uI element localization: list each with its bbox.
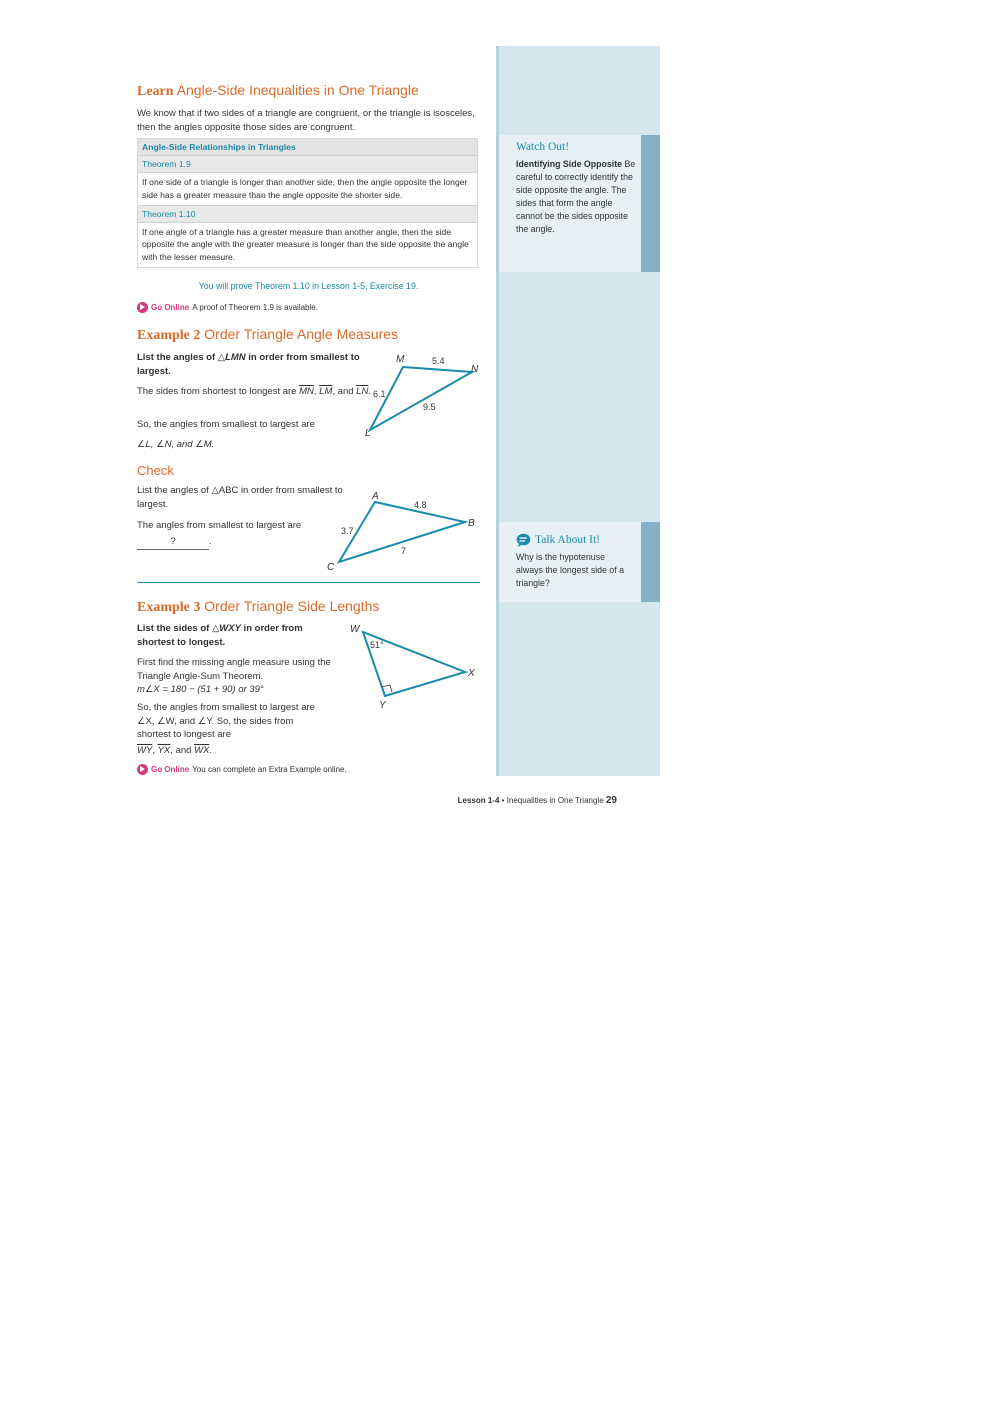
example2-prompt-b: in order from smallest to largest. (137, 352, 360, 377)
example2-sides-intro: The sides from shortest to longest are (137, 386, 300, 397)
footer-topic: Inequalities in One Triangle (506, 796, 604, 805)
example3-prompt-b: in order from shortest to longest. (137, 623, 303, 648)
footer-bullet: • (501, 796, 505, 805)
vertex-b: B (468, 518, 475, 529)
triangle-abc-figure (325, 488, 485, 576)
check-prompt: List the angles of △ABC in order from smallest to largest. (137, 485, 343, 510)
prove-note: You will prove Theorem 1.10 in Lesson 1-5, Exercise 19. (198, 281, 419, 291)
theorem-table-header: Angle-Side Relationships in Triangles (138, 139, 477, 155)
side-ab-length: 4.8 (414, 500, 427, 510)
side-ln-length: 9.5 (423, 402, 436, 412)
talk-icon (516, 533, 531, 552)
example3-step2: So, the angles from smallest to largest are ∠X, ∠W, and ∠Y. So, the sides from shortest to longest are (137, 702, 315, 740)
vertex-w: W (350, 624, 360, 635)
example2-prompt-a: List the angles of (137, 352, 218, 363)
example2-prompt (137, 351, 377, 378)
triangle-lmn-figure (360, 350, 485, 440)
learn-intro: We know that if two sides of a triangle are congruent, or the triangle is isosceles, then the angles opposite those sides are congruent. (137, 108, 475, 133)
check-answer-line[interactable]: ? . (137, 535, 212, 550)
page-footer (441, 795, 617, 806)
example3-title: Order Triangle Side Lengths (204, 598, 380, 614)
example3-prompt (137, 622, 337, 649)
angle-w-measure: 51° (370, 640, 384, 650)
learn-keyword: Learn (137, 84, 174, 99)
theorem-1-10-text: If one angle of a triangle has a greater measure than another angle, then the side opposite the angle with the greater measure is longer than the side opposite the angle with the lesser measure. (138, 222, 477, 267)
footer-lesson: Lesson 1-4 (457, 796, 500, 805)
example2-keyword: Example 2 (137, 328, 201, 343)
example2-angles-answer: ∠L, ∠N, and ∠M. (137, 439, 215, 450)
example3-prompt-tri: △WXY (211, 623, 241, 634)
segment-ln: $\overline{LN}$ (356, 386, 369, 397)
vertex-y: Y (379, 700, 386, 711)
talk-about-stripe (641, 522, 660, 602)
watch-out-body: Be careful to correctly identify the side opposite the angle. The sides that form the angle cannot be the sides opposite the angle. (516, 159, 636, 234)
watch-out-text (516, 158, 636, 236)
watch-out-stripe (641, 135, 660, 272)
go-online-icon-2 (137, 764, 148, 775)
learn-title: Angle-Side Inequalities in One Triangle (176, 82, 419, 98)
segment-wy: $\overline{WY}$ (137, 745, 153, 756)
example2-heading (137, 326, 398, 344)
vertex-a: A (372, 491, 379, 502)
talk-about-title: Talk About It! (535, 534, 600, 546)
go-online-link-1[interactable] (137, 302, 318, 313)
talk-about-text: Why is the hypotenuse always the longest side of a triangle? (516, 552, 625, 588)
check-heading: Check (137, 463, 174, 478)
watch-out-bold: Identifying Side Opposite (516, 159, 623, 169)
theorem-table (137, 138, 478, 268)
theorem-1-9-label: Theorem 1.9 (138, 155, 477, 172)
check-answer-prefix: The angles from smallest to largest are (137, 520, 302, 531)
side-mn-length: 5.4 (432, 356, 445, 366)
example3-heading (137, 598, 379, 616)
side-ac-length: 3.7 (341, 526, 354, 536)
example2-angles-intro: So, the angles from smallest to largest are (137, 419, 315, 430)
example3-keyword: Example 3 (137, 600, 201, 615)
segment-lm: $\overline{LM}$ (319, 386, 333, 397)
go-online-text: A proof of Theorem 1.9 is available. (192, 303, 318, 312)
example3-equation: m∠X = 180 − (51 + 90) or 39° (137, 684, 264, 695)
vertex-l: L (365, 428, 371, 439)
learn-heading (137, 82, 419, 100)
theorem-1-10-label: Theorem 1.10 (138, 205, 477, 222)
example3-and: and (175, 745, 192, 756)
theorem-1-9-text: If one side of a triangle is longer than another side, then the angle opposite the longer side has a greater measure than the angle opposite the shorter side. (138, 172, 477, 205)
vertex-x: X (468, 668, 475, 679)
segment-yx: $\overline{YX}$ (157, 745, 171, 756)
go-online-label: Go Online (151, 303, 190, 312)
example3-sides-answer: $\overline{WY}$, $\overline{YX}$, and $\overline{WX}$. (137, 745, 213, 756)
go-online-label-2: Go Online (151, 765, 190, 774)
example2-sides: The sides from shortest to longest are $\overline{MN}$, $\overline{LM}$, and $\overline{LN}$. (137, 386, 371, 397)
example2-title: Order Triangle Angle Measures (204, 326, 399, 342)
page-number: 29 (605, 795, 617, 806)
example2-and: and (337, 386, 354, 397)
check-answer-blank[interactable]: ? (137, 535, 209, 550)
example2-prompt-tri: △LMN (217, 352, 246, 363)
go-online-text-2: You can complete an Extra Example online. (192, 765, 347, 774)
go-online-link-2[interactable] (137, 764, 347, 775)
triangle-wxy-figure (345, 620, 485, 712)
example3-step1: First find the missing angle measure using the Triangle Angle-Sum Theorem. (137, 657, 331, 682)
side-lm-length: 6.1 (373, 389, 386, 399)
section-divider (137, 582, 480, 583)
segment-mn: $\overline{MN}$ (299, 386, 314, 397)
vertex-c: C (327, 562, 335, 573)
vertex-m: M (396, 354, 405, 365)
side-bc-length: 7 (401, 546, 407, 556)
segment-wx: $\overline{WX}$ (194, 745, 210, 756)
vertex-n: N (471, 364, 479, 375)
watch-out-title: Watch Out! (516, 141, 570, 153)
example3-prompt-a: List the sides of (137, 623, 212, 634)
go-online-icon (137, 302, 148, 313)
